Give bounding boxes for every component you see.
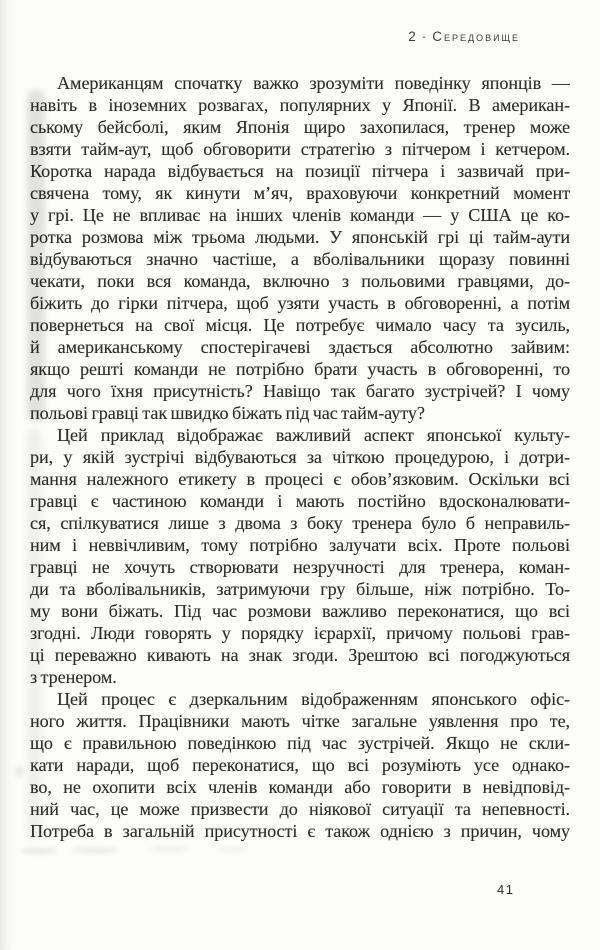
text-line: гравці є частиною команди і мають постійно вдосконалювати- — [30, 491, 570, 511]
text-line: ся, спілкуватися лише з двома з боку тренера було б неправиль- — [30, 513, 570, 533]
text-line: ного життя. Працівники мають чітке загальне уявлення про те, — [30, 711, 570, 731]
text-line: ці переважно кивають на знак згоди. Зрештою всі погоджуються — [30, 645, 570, 665]
text-line: свячена тому, як кинути м’яч, враховуючи конкретний момент — [30, 183, 570, 203]
text-line: ним і неввічливим, тому потрібно залучати всіх. Проте польові — [30, 535, 570, 555]
scan-spot — [150, 846, 188, 852]
text-line: біжить до гірки пітчера, щоб узяти участь в обговоренні, а потім — [30, 293, 570, 313]
text-line: ротка розмова між трьома людьми. У японській грі ці тайм-аути — [30, 227, 570, 247]
text-line: во, не охопити всіх членів команди або говорити в невідповід- — [30, 777, 570, 797]
chapter-number: 2 — [408, 29, 418, 44]
text-line: польові гравці так швидко біжать під час тайм-ауту? — [30, 403, 425, 423]
text-line: Цей процес є дзеркальним відображенням японського офіс- — [57, 689, 570, 709]
text-line: ри, у якій зустрічі відбуваються за чіткою процедурою, і дотри- — [30, 447, 570, 467]
page-number: 41 — [497, 882, 515, 897]
text-line: для чого їхня присутність? Навіщо так багато зустрічей? І чому — [30, 381, 570, 401]
text-line: Цей приклад відображає важливий аспект японської культу- — [57, 425, 570, 445]
text-line: у грі. Це не впливає на інших членів команди — у США це ко- — [30, 205, 570, 225]
text-line: гравці не хочуть створювати незручності для тренера, коман- — [30, 557, 570, 577]
scan-spot — [21, 848, 57, 854]
scan-spot — [218, 847, 248, 852]
text-line: відбуваються значно частіше, а вболівальники щоразу повинні — [30, 249, 570, 269]
text-line: ди та вболівальників, затримуючи гру більше, ніж потрібно. То- — [30, 579, 570, 599]
running-header — [408, 29, 520, 44]
text-line: й американському спостерігачеві здається абсолютно зайвим: — [30, 337, 570, 357]
text-line: Коротка нарада відбувається на позиції пітчера і зазвичай при- — [30, 161, 570, 181]
text-line: му вони біжать. Під час розмови важливо переконатися, що всі — [30, 601, 570, 621]
text-line: Американцям спочатку важко зрозуміти поведінку японців — — [57, 73, 570, 93]
text-line: ському бейсболі, яким Японія щиро захопилася, тренер може — [30, 117, 570, 137]
scan-spot — [72, 847, 118, 853]
page-edge-shadow — [0, 0, 14, 950]
text-line: що є правильною поведінкою під час зустрічей. Якщо не скли- — [30, 733, 570, 753]
text-line: кати наради, щоб переконатися, що всі розуміють усе однако- — [30, 755, 570, 775]
text-line: згодні. Люди говорять у порядку ієрархії, причому польові грав- — [30, 623, 570, 643]
text-line: ний час, це може призвести до ніякової ситуації та непевності. — [30, 799, 570, 819]
text-line: якщо решті команди не потрібно брати участь в обговоренні, то — [30, 359, 570, 379]
text-line: з тренером. — [30, 667, 117, 687]
text-line: Потреба в загальній присутності є також однією з причин, чому — [30, 821, 570, 841]
text-line: взяти тайм-аут, щоб обговорити стратегію з пітчером і кетчером. — [30, 139, 570, 159]
scan-spot — [15, 766, 24, 777]
text-line: повернеться на свої місця. Це потребує чимало часу та зусиль, — [30, 315, 570, 335]
text-line: мання належного етикету в процесі є обов’язковим. Оскільки всі — [30, 469, 570, 489]
body-text — [30, 72, 570, 842]
text-line: чекати, поки вся команда, включно з польовими гравцями, до- — [30, 271, 570, 291]
chapter-title: Середовище — [432, 29, 520, 44]
header-separator: · — [421, 29, 429, 44]
text-line: навіть в іноземних розвагах, популярних у Японії. В американ- — [30, 95, 570, 115]
